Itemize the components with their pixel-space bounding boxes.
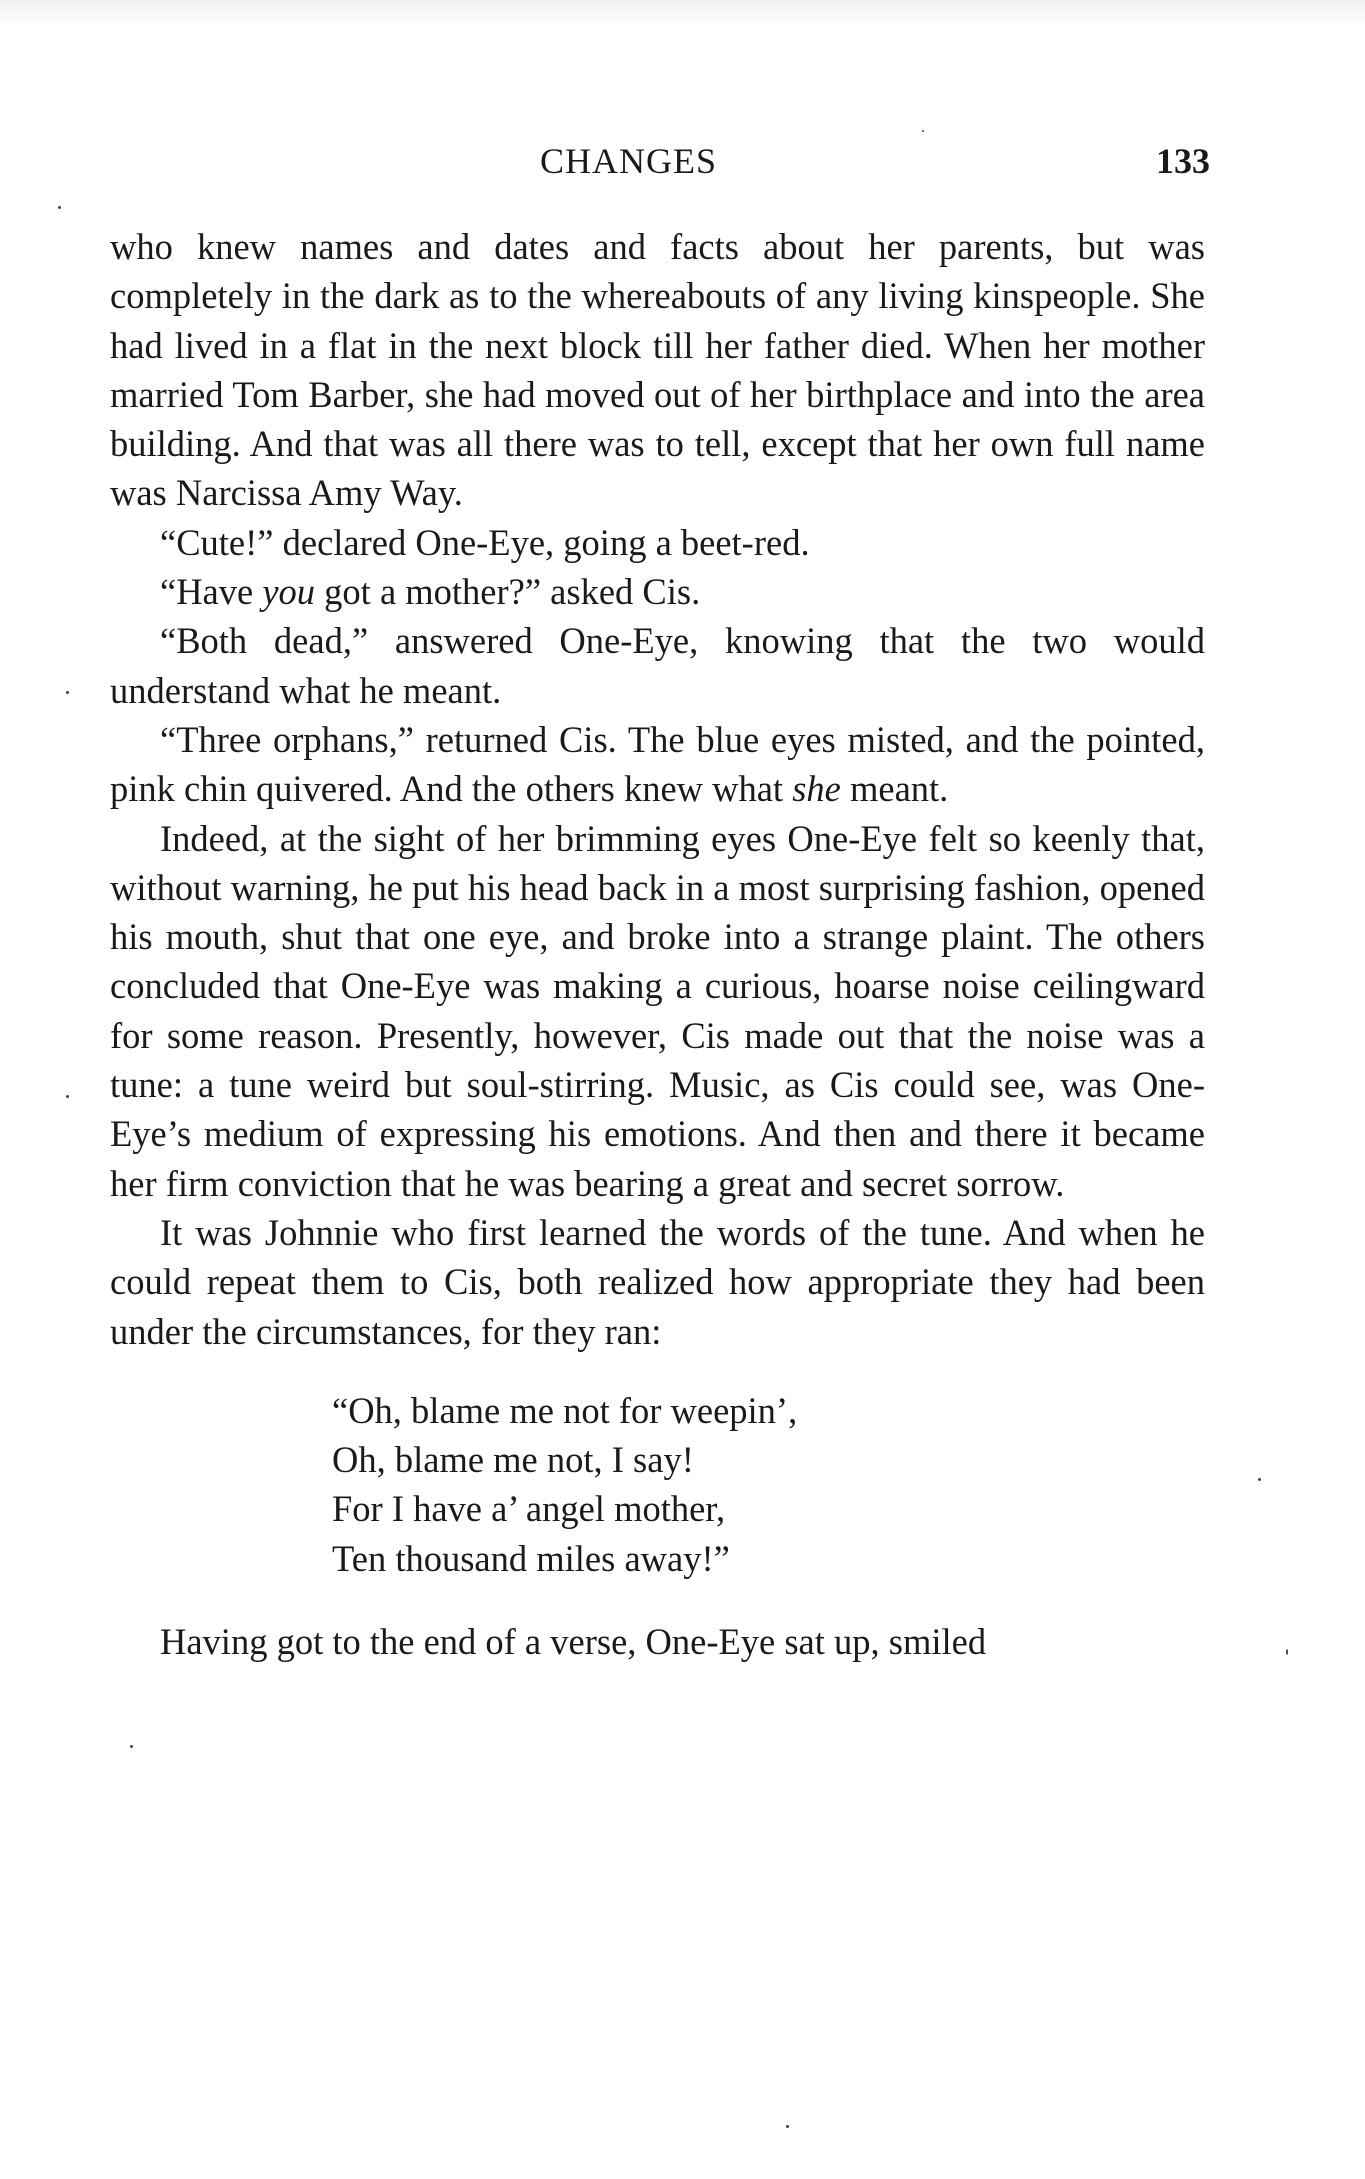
text-span: got a mother?” asked Cis. <box>315 571 701 613</box>
verse-line: Oh, blame me not, I say! <box>332 1439 694 1481</box>
paragraph-continued: who knew names and dates and facts about her parents, but was completely in the dark as to the whereabouts of any living kinspeople. She had lived in a flat in the next block till her father died. When her mother married Tom Barber, she had moved out of her birthplace and into the area building. And that was all there was to tell, except that her own full name was Narcissa Amy Way. <box>110 226 1205 514</box>
body-text <box>110 222 1205 1666</box>
paragraph-johnnie: It was Johnnie who first learned the words of the tune. And when he could repeat them to Cis, both realized how appropriate they had been under the circumstances, for they ran: <box>110 1211 1205 1352</box>
scan-speck <box>1258 1478 1261 1481</box>
emphasis-you: you <box>262 571 316 613</box>
verse-line: “Oh, blame me not for weepin’, <box>332 1389 798 1431</box>
verse-line: Ten thousand miles away!” <box>332 1537 730 1579</box>
scan-speck <box>1286 1649 1288 1655</box>
scan-speck <box>66 691 69 694</box>
text-span: “Three orphans,” returned Cis. The blue eyes misted, and the pointed, pink chin quivered. And the others knew what <box>110 718 1205 810</box>
page-number: 133 <box>1156 141 1210 181</box>
scan-speck <box>130 1745 133 1748</box>
text-span: meant. <box>840 768 949 810</box>
emphasis-she: she <box>792 768 841 810</box>
paragraph-mother-question <box>110 567 1205 616</box>
paragraph-three-orphans <box>110 715 1205 814</box>
running-head: CHANGES <box>540 141 718 181</box>
paragraph-indeed: Indeed, at the sight of her brimming eyes One-Eye felt so keenly that, without warning, he put his head back in a most surprising fashion, opened his mouth, shut that one eye, and broke into a strange plaint. The others concluded that One-Eye was making a curious, hoarse noise ceilingward for some reason. Presently, however, Cis made out that the noise was a tune: a tune weird but soul-stirring. Music, as Cis could see, was One-Eye’s medium of expressing his emotions. And then and there it became her firm conviction that he was bearing a great and secret sorrow. <box>110 817 1205 1204</box>
scan-speck <box>66 1095 69 1098</box>
page-header <box>110 140 1210 190</box>
paragraph-closing: Having got to the end of a verse, One-Eye sat up, smiled <box>160 1621 987 1663</box>
scan-speck <box>58 206 61 209</box>
paragraph-both-dead: “Both dead,” answered One-Eye, knowing that the two would understand what he meant. <box>110 620 1205 711</box>
scan-speck <box>922 130 924 132</box>
paragraph-cute: “Cute!” declared One-Eye, going a beet-red. <box>160 521 810 563</box>
text-span: “Have <box>160 571 263 613</box>
scan-edge-shadow <box>0 0 1365 28</box>
verse-line: For I have a’ angel mother, <box>332 1488 726 1530</box>
song-verse <box>110 1386 1205 1583</box>
scan-speck <box>786 2125 789 2128</box>
